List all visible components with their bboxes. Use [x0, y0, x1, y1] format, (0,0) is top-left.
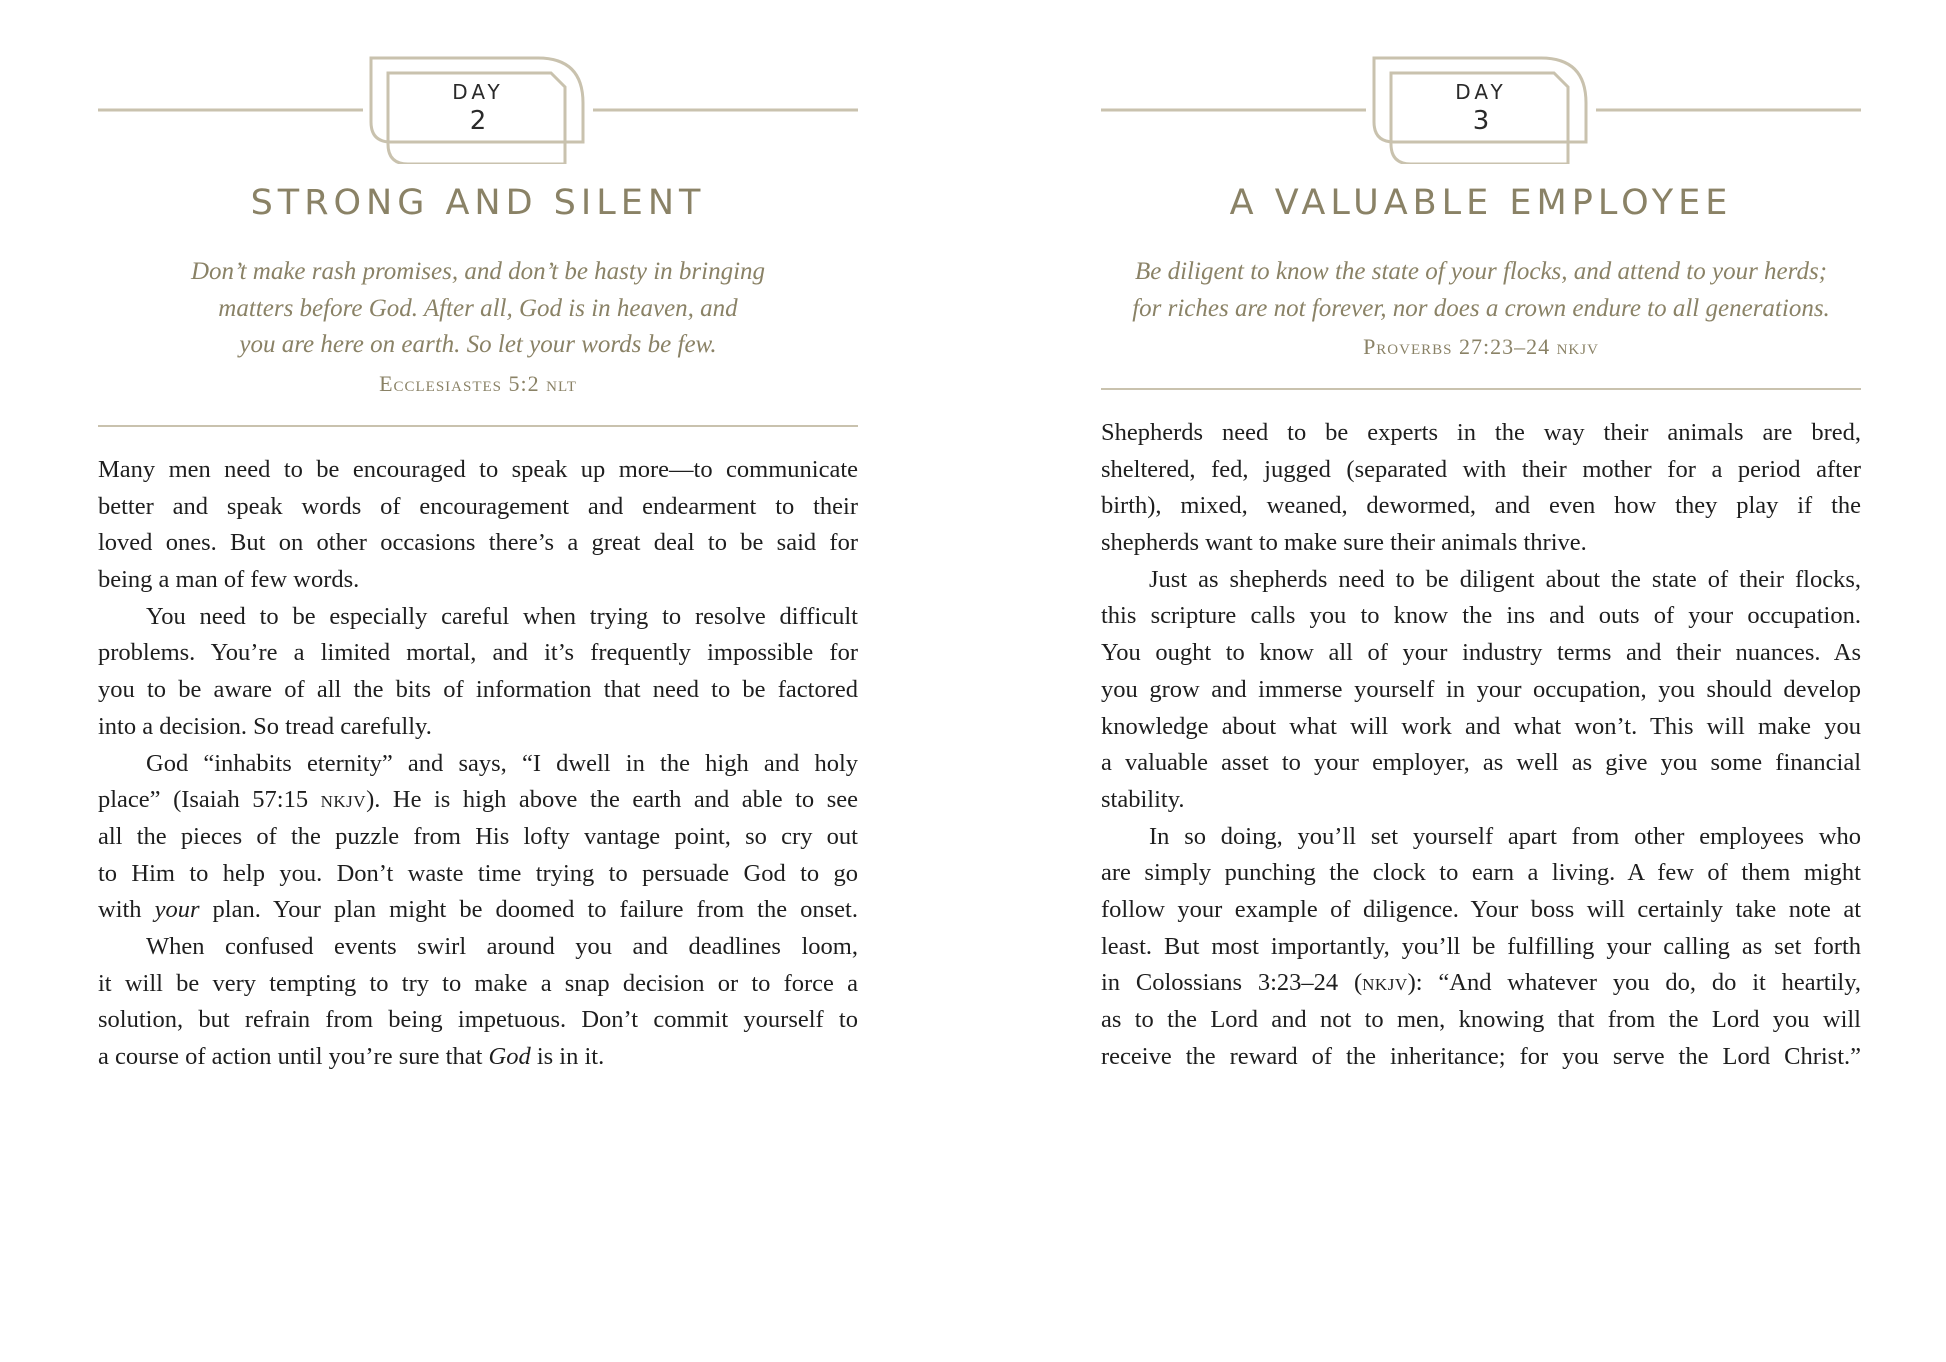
body-line	[98, 782, 858, 819]
emphasis: your	[154, 896, 200, 924]
body-line: When confused events swirl around you and deadlines loom,	[146, 932, 858, 960]
divider-rule	[1101, 388, 1861, 390]
scripture-quote	[1101, 254, 1861, 327]
body-line: knowledge about what will work and what won’t. This will make you	[1101, 712, 1861, 740]
left-page	[98, 0, 858, 1362]
body-text: plan. Your plan might be doomed to failure from the onset.	[199, 896, 858, 924]
day-label: DAY	[1455, 80, 1507, 104]
scripture-quote	[98, 254, 858, 364]
body-line: are simply punching the clock to earn a living. A few of them might	[1101, 859, 1861, 887]
body-line: a valuable asset to your employer, as well as give you some financial	[1101, 749, 1861, 777]
body-text: place” (Isaiah 57:15	[98, 786, 321, 814]
scripture-line: matters before God. After all, God is in heaven, and	[218, 294, 738, 322]
body-line: into a decision. So tread carefully.	[98, 712, 432, 740]
day-number: 3	[1472, 106, 1490, 136]
body-text: in Colossians 3:23–24 (	[1101, 969, 1363, 997]
body-line	[98, 1039, 858, 1076]
day-header	[1101, 52, 1861, 164]
body-line	[1101, 965, 1861, 1002]
body-line: follow your example of diligence. Your boss will certainly take note at	[1101, 895, 1861, 923]
bible-version: nkjv	[320, 786, 367, 814]
devotion-title: A VALUABLE EMPLOYEE	[1229, 183, 1733, 223]
body-line: this scripture calls you to know the ins and outs of your occupation.	[1101, 602, 1861, 630]
body-text: a course of action until you’re sure that	[98, 1043, 489, 1070]
body-line: receive the reward of the inheritance; for you serve the Lord Christ.”	[1101, 1042, 1861, 1070]
divider-rule	[98, 425, 858, 427]
body-line	[98, 892, 858, 929]
emphasis: God	[488, 1043, 531, 1070]
body-line: Many men need to be encouraged to speak up more—to communicate	[98, 456, 858, 483]
body-line: Just as shepherds need to be diligent about the state of their flocks,	[1149, 565, 1861, 593]
body-line: Shepherds need to be experts in the way their animals are bred,	[1101, 419, 1861, 446]
devotion-body	[1101, 415, 1861, 1075]
body-line: You need to be especially careful when trying to resolve difficult	[146, 602, 858, 630]
body-text: with	[98, 896, 155, 924]
body-line: God “inhabits eternity” and says, “I dwell in the high and holy	[146, 749, 858, 777]
body-line: In so doing, you’ll set yourself apart from other employees who	[1149, 822, 1861, 850]
day-label: DAY	[452, 80, 504, 104]
scripture-line: Be diligent to know the state of your flocks, and attend to your herds;	[1134, 258, 1828, 285]
day-header	[98, 52, 858, 164]
body-text: ). He is high above the earth and able to see	[366, 786, 858, 814]
body-line: to Him to help you. Don’t waste time trying to persuade God to go	[98, 859, 858, 887]
body-line: solution, but refrain from being impetuous. Don’t commit yourself to	[98, 1006, 858, 1034]
body-line: better and speak words of encouragement and endearment to their	[98, 492, 858, 520]
body-line: all the pieces of the puzzle from His lofty vantage point, so cry out	[98, 822, 858, 850]
body-text: is in it.	[530, 1043, 605, 1070]
body-line: You ought to know all of your industry terms and their nuances. As	[1101, 639, 1861, 667]
body-line: as to the Lord and not to men, knowing that from the Lord you will	[1101, 1006, 1861, 1033]
body-text: ): “And whatever you do, do it heartily,	[1407, 969, 1861, 997]
scripture-line: you are here on earth. So let your words be few.	[239, 331, 717, 358]
body-line: sheltered, fed, jugged (separated with their mother for a period after	[1101, 455, 1861, 483]
devotion-body	[98, 452, 858, 1076]
body-line: it will be very tempting to try to make a snap decision or to force a	[98, 969, 858, 997]
body-line: birth), mixed, weaned, dewormed, and even how they play if the	[1101, 492, 1861, 520]
body-line: you grow and immerse yourself in your occupation, you should develop	[1101, 675, 1861, 703]
scripture-reference: Proverbs 27:23–24 nkjv	[1363, 334, 1599, 359]
body-line: shepherds want to make sure their animals thrive.	[1101, 529, 1587, 557]
body-line: loved ones. But on other occasions there’s a great deal to be said for	[98, 529, 858, 557]
scripture-line: for riches are not forever, nor does a crown endure to all generations.	[1132, 294, 1830, 322]
devotion-title: STRONG AND SILENT	[250, 183, 706, 223]
body-line: problems. You’re a limited mortal, and it’s frequently impossible for	[98, 639, 858, 667]
body-line: being a man of few words.	[98, 566, 360, 594]
bible-version: nkjv	[1362, 969, 1408, 997]
scripture-line: Don’t make rash promises, and don’t be hasty in bringing	[190, 258, 766, 285]
scripture-reference: Ecclesiastes 5:2 nlt	[379, 371, 577, 396]
body-line: least. But most importantly, you’ll be fulfilling your calling as set forth	[1101, 932, 1861, 960]
right-page	[1101, 0, 1861, 1362]
day-number: 2	[469, 106, 487, 136]
body-line: stability.	[1101, 785, 1185, 813]
body-line: you to be aware of all the bits of information that need to be factored	[98, 676, 858, 704]
